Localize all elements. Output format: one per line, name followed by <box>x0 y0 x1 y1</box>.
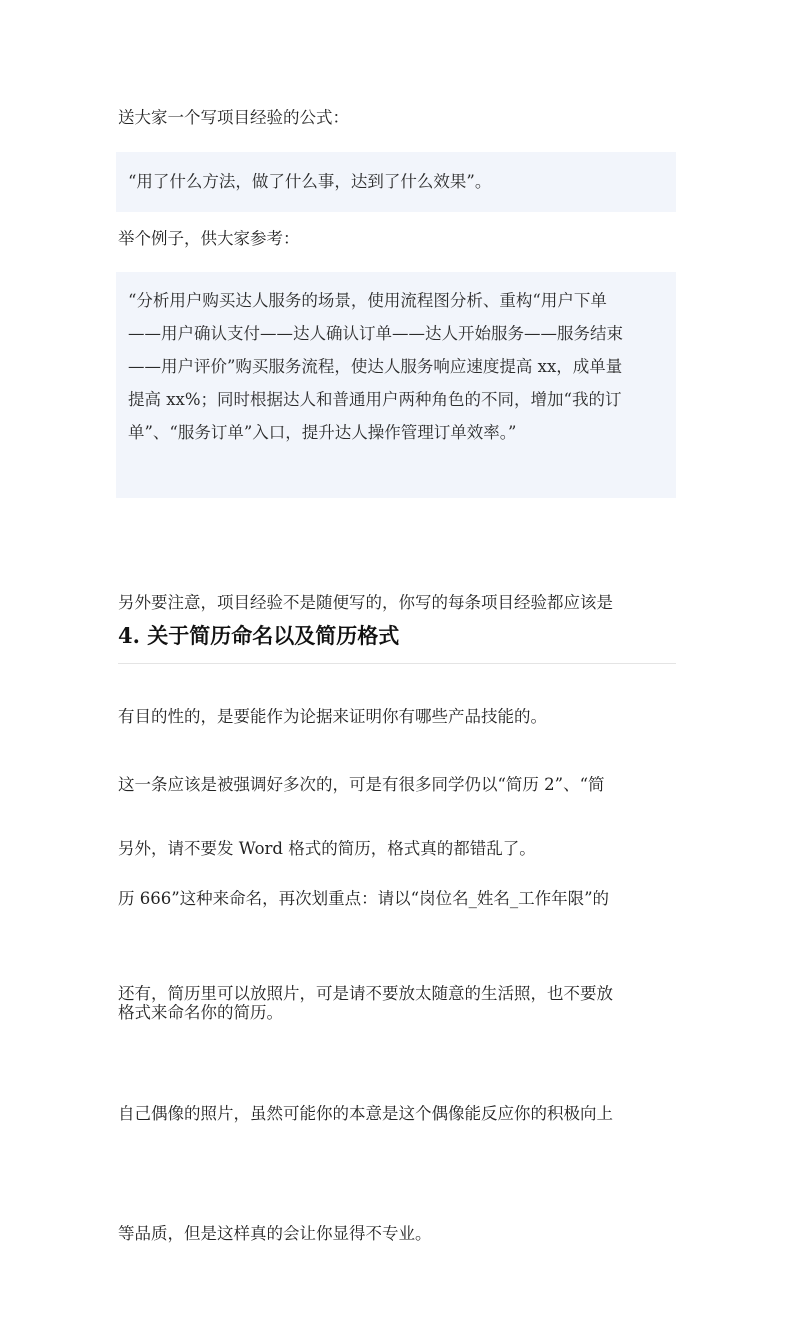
intro-paragraph: 送大家一个写项目经验的公式： <box>118 108 349 127</box>
example-quote-line: 单”、“服务订单”入口，提升达人操作管理订单效率。” <box>128 423 517 442</box>
photo-line: 还有，简历里可以放照片，可是请不要放太随意的生活照，也不要放 <box>118 984 613 1003</box>
formula-quote-text: “用了什么方法，做了什么事，达到了什么效果”。 <box>128 172 492 191</box>
photo-line: 自己偶像的照片，虽然可能你的本意是这个偶像能反应你的积极向上 <box>118 1104 613 1123</box>
example-quote-line: 提高 xx%；同时根据达人和普通用户两种角色的不同，增加“我的订 <box>128 390 622 409</box>
note-line: 另外要注意，项目经验不是随便写的，你写的每条项目经验都应该是 <box>118 593 613 612</box>
naming-line: 这一条应该是被强调好多次的，可是有很多同学仍以“简历 2”、“简 <box>118 775 605 794</box>
section-divider <box>118 663 676 664</box>
example-quote-line: ——用户评价”购买服务流程，使达人服务响应速度提高 xx，成单量 <box>128 357 623 376</box>
naming-line: 格式来命名你的简历。 <box>118 1003 283 1022</box>
section-heading: 4. 关于简历命名以及简历格式 <box>118 623 400 648</box>
example-quote-block <box>116 272 676 498</box>
note-line: 有目的性的，是要能作为论据来证明你有哪些产品技能的。 <box>118 707 547 726</box>
example-intro-paragraph: 举个例子，供大家参考： <box>118 229 300 248</box>
photo-paragraph <box>118 894 678 1334</box>
word-format-paragraph: 另外，请不要发 Word 格式的简历，格式真的都错乱了。 <box>118 839 536 858</box>
example-quote-line: “分析用户购买达人服务的场景，使用流程图分析、重构“用户下单 <box>128 291 607 310</box>
example-quote-line: ——用户确认支付——达人确认订单——达人开始服务——服务结束 <box>128 324 623 343</box>
photo-line: 等品质，但是这样真的会让你显得不专业。 <box>118 1224 432 1243</box>
naming-line: 历 666”这种来命名，再次划重点：请以“岗位名_姓名_工作年限”的 <box>118 889 610 908</box>
formula-quote-block <box>116 152 676 212</box>
